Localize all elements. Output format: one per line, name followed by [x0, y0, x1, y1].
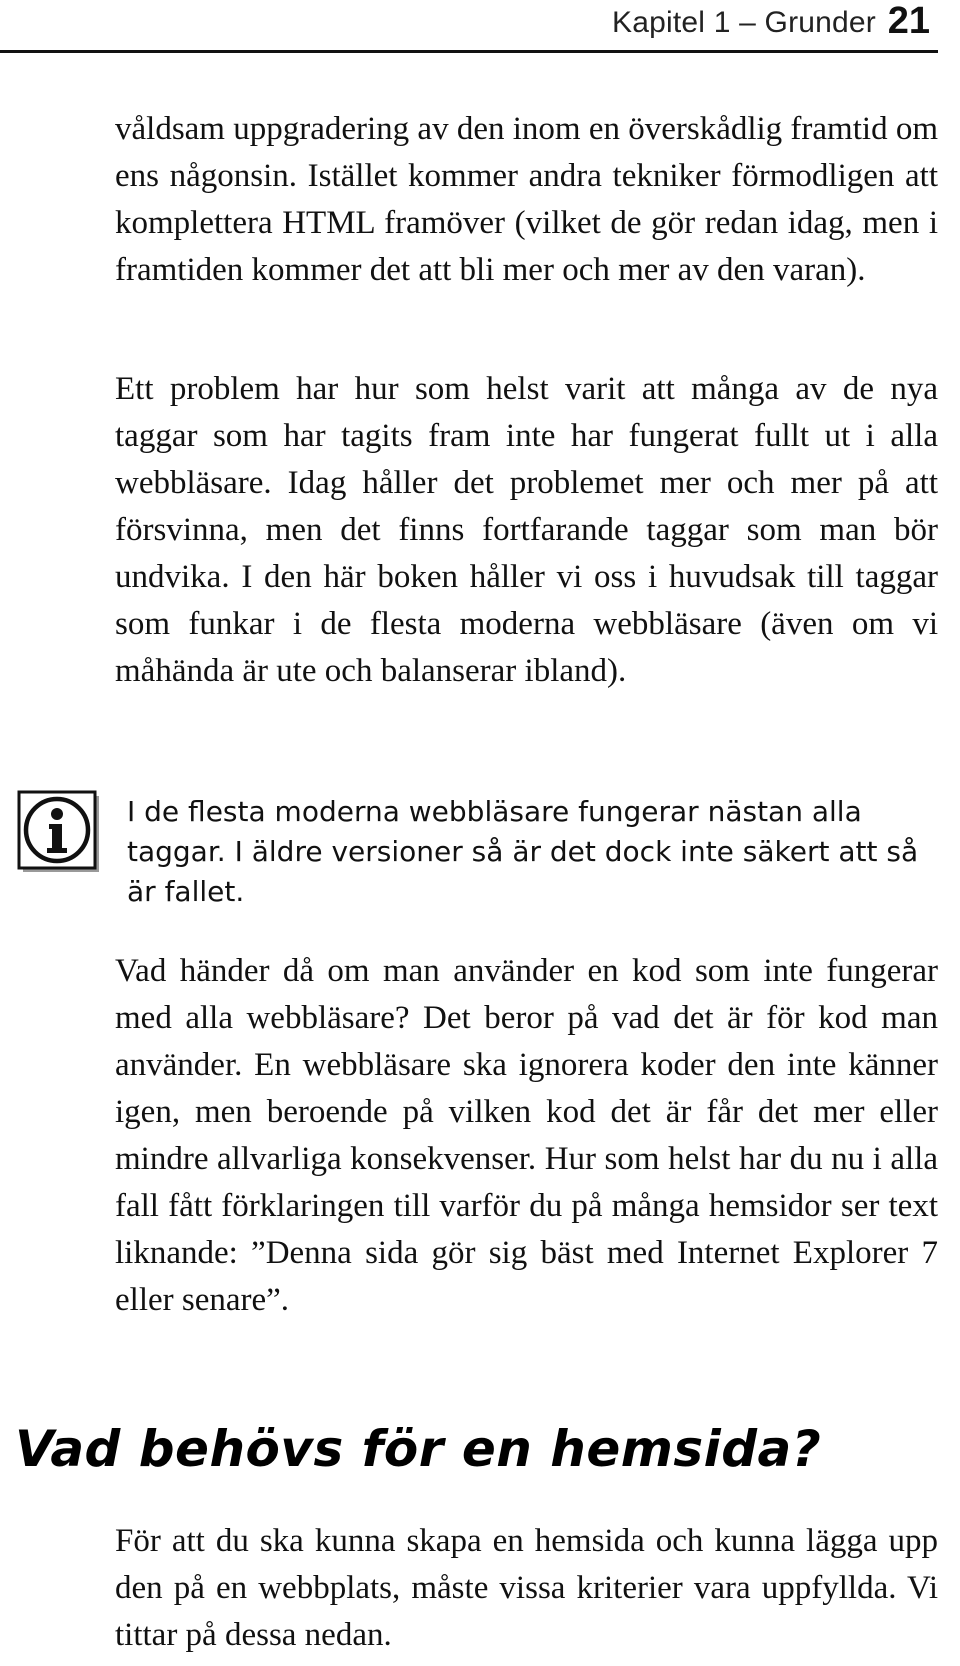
- note-text: I de flesta moderna webbläsare fungerar nästan alla taggar. I äldre versioner så är det dock inte säkert att så är fallet.: [127, 795, 919, 908]
- section-heading: Vad behövs för en hemsida?: [15, 1420, 822, 1478]
- chapter-title: Kapitel 1 – Grunder: [612, 6, 876, 39]
- running-header: [0, 0, 938, 53]
- paragraph-unsupported-code: Vad händer då om man använder en kod som inte fungerar med alla webbläsare? Det beror på vad det är för kod man använder. En webbläsare ska ignorera koder den inte känner igen, men beroende på vilken kod det är får det mer eller mindre allvarliga konsekvenser. Hur som helst har du nu i alla fall fått förklaringen till varför du på många hemsidor ser text liknande: ”Denna sida gör sig bäst med Internet Explorer 7 eller senare”.: [115, 953, 938, 1318]
- info-icon: [17, 790, 101, 874]
- page-number: 21: [887, 0, 930, 42]
- paragraph-intro: våldsam uppgradering av den inom en överskådlig framtid om ens någonsin. Istället kommer andra tekniker förmodligen att komplettera HTML framöver (vilket de gör redan idag, men i framtiden kommer det att bli mer och mer av den varan).: [115, 111, 938, 288]
- paragraph-browser-support: Ett problem har hur som helst varit att många av de nya taggar som har tagits fram inte har fungerat fullt ut i alla webbläsare. Idag håller det problemet mer och mer på att försvinna, men det finns fortfarande taggar som man bör undvika. I den här boken håller vi oss i huvudsak till taggar som funkar i de flesta moderna webbläsare (även om vi måhända är ute och balanserar ibland).: [115, 371, 938, 689]
- paragraph-requirements: För att du ska kunna skapa en hemsida och kunna lägga upp den på en webbplats, måste vissa kriterier vara uppfyllda. Vi tittar på dessa nedan.: [115, 1523, 938, 1653]
